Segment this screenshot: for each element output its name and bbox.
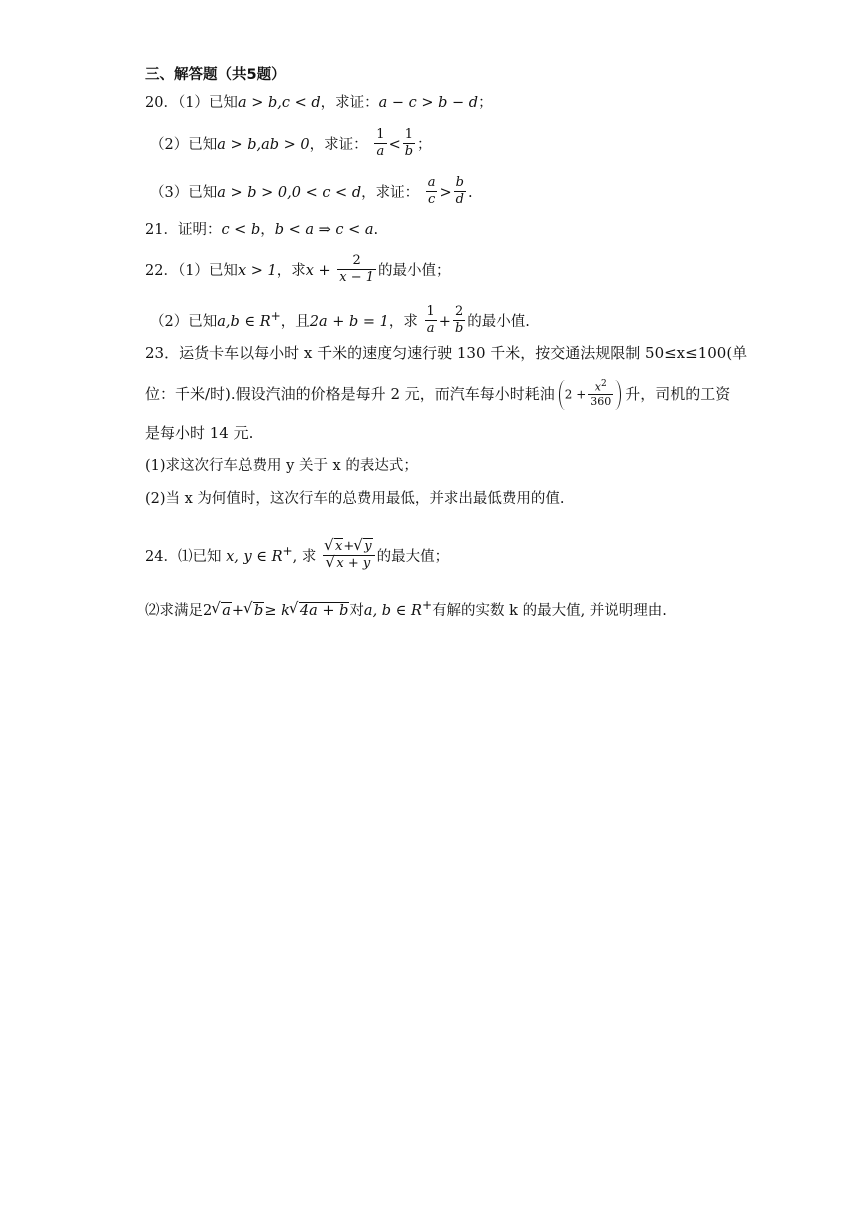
sqrt-y: [354, 539, 372, 555]
frac-num: 1: [374, 127, 386, 144]
q20-p3-lhs-frac: [426, 175, 438, 209]
q23-line2-pre: 位：千米/时).假设汽油的价格是每升 2 元，而汽车每小时耗油: [145, 385, 555, 404]
q24-p2-ge: ≥ k: [264, 602, 290, 619]
frac-num: [588, 379, 613, 395]
sqrt-body: b: [254, 602, 264, 619]
q24-p1-plus: +: [343, 539, 355, 554]
frac-den: x − 1: [339, 270, 375, 286]
q23-oil-const: 2 +: [564, 387, 587, 402]
q22-p1-frac: [337, 253, 376, 287]
q20-p2-op: <: [388, 136, 401, 153]
frac-num: b: [454, 175, 466, 192]
q24-p1-mid: , 求: [292, 548, 317, 565]
q22-p2-sup: +: [270, 308, 281, 323]
sqrt-body: 4a + b: [299, 602, 349, 619]
q21-b: b < a ⇒ c < a: [274, 222, 374, 238]
q20-part1: [145, 96, 493, 111]
sqrt-b: [244, 604, 264, 619]
q24-part2: [145, 599, 667, 618]
q23-line2-post: 升，司机的工资: [625, 385, 731, 404]
q24-p2-lead: ⑵求满足: [145, 602, 203, 619]
q24-p1-end: 的最大值；: [376, 548, 450, 565]
q22-p2-lead: （2）已知: [150, 313, 218, 330]
sqrt-body: a: [222, 602, 231, 619]
q20-p3-cond: a > b > 0,0 < c < d: [217, 184, 362, 201]
q24-p2-end: 有解的实数 k 的最大值, 并说明理由.: [432, 602, 667, 619]
sqrt-xy: [326, 556, 371, 572]
q22-p1-cond: x > 1: [237, 262, 277, 279]
q23-line2: [145, 380, 730, 410]
q24-p2-mid: 对: [349, 602, 364, 619]
q23-oil-frac: [588, 379, 613, 409]
q24-p1-lead: 24．⑴已知: [145, 548, 227, 565]
q22-p2-plus: +: [438, 313, 451, 330]
q20-p3-op: >: [439, 184, 452, 201]
q20-p2-lhs-frac: [374, 127, 386, 161]
sqrt-a: [212, 604, 232, 619]
q22-p1-mid: ，求: [276, 262, 306, 279]
frac-den: b: [454, 321, 464, 337]
q23-oil-expr: [559, 380, 622, 410]
frac-den: a: [376, 144, 385, 160]
q20-part2: [150, 128, 432, 162]
q24-p2-sup: +: [421, 598, 433, 612]
frac-num: 1: [403, 127, 415, 144]
q22-p1-expr-pre: x +: [305, 262, 331, 279]
q21-a: c < b: [221, 222, 261, 238]
q21: [145, 223, 378, 238]
q21-lead: 21．证明：: [145, 222, 222, 238]
q20-p3-end: .: [467, 184, 473, 201]
q24-p1-sup: +: [282, 543, 293, 558]
q24-part1: [145, 540, 449, 574]
q20-p1-claim: a − c > b − d: [378, 95, 479, 111]
q20-p2-lead: （2）已知: [150, 136, 218, 153]
q22-p2-end: 的最小值.: [467, 313, 530, 330]
q22-p2-frac2: [453, 304, 465, 338]
q22-p2-frac1: [425, 304, 437, 338]
frac-den: [323, 556, 375, 572]
sqrt-body: x + y: [336, 556, 371, 572]
q21-end: .: [373, 222, 379, 238]
q23-line3: 是每小时 14 元.: [145, 424, 254, 442]
q20-p3-rhs-frac: [454, 175, 466, 209]
q24-p1-frac: [323, 539, 375, 573]
q20-p2-mid: ，求证：: [309, 136, 368, 153]
q24-p2-plus: +: [231, 602, 245, 619]
q22-p1-lead: 22．（1）已知: [145, 262, 238, 279]
q20-p2-end: ；: [417, 136, 432, 153]
q20-p3-lead: （3）已知: [150, 184, 218, 201]
frac-den: b: [404, 144, 414, 160]
q20-p1-cond: a > b,c < d: [237, 95, 321, 111]
sqrt-body: x: [334, 539, 343, 554]
q24-p2-vars: a, b ∈ R: [363, 602, 422, 619]
q20-p2-rhs-frac: [403, 127, 415, 161]
sqrt-4ab: [290, 604, 350, 619]
q23-line1: 23．运货卡车以每小时 x 千米的速度匀速行驶 130 千米，按交通法规限制 50≤x≤100(单: [145, 344, 748, 362]
section-title: 三、解答题（共5题）: [145, 67, 286, 83]
frac-den: a: [426, 321, 435, 337]
q23-sub2: (2)当 x 为何值时，这次行车的总费用最低，并求出最低费用的值.: [145, 491, 565, 507]
frac-num: a: [426, 175, 438, 192]
frac-den: c: [427, 192, 436, 208]
q20-p1-end: ；: [478, 95, 493, 111]
q22-part1: [145, 254, 451, 288]
frac-num: 2: [337, 253, 376, 270]
q20-p1-mid: ，求证：: [320, 95, 379, 111]
q24-p2-coef: 2: [203, 602, 213, 619]
q20-p2-cond: a > b,ab > 0: [217, 136, 310, 153]
q22-p1-end: 的最小值；: [378, 262, 451, 279]
q22-p2-cond: a,b ∈ R: [217, 313, 271, 330]
q22-p2-eq: 2a + b = 1: [309, 313, 389, 330]
frac-num: 1: [425, 304, 437, 321]
sqrt-body: y: [364, 539, 372, 554]
q23-oil-num: x: [594, 380, 602, 394]
q20-part3: [150, 176, 473, 210]
q21-sep: ，: [260, 222, 275, 238]
q23-oil-sup: 2: [601, 379, 607, 389]
q23-sub1: (1)求这次行车总费用 y 关于 x 的表达式；: [145, 458, 418, 474]
q22-part2: [150, 305, 530, 339]
frac-num: 2: [453, 304, 465, 321]
q20-p3-mid: ，求证：: [361, 184, 420, 201]
q20-p1-lead: 20．（1）已知: [145, 95, 238, 111]
frac-den: d: [455, 192, 464, 208]
frac-den: 360: [590, 395, 612, 409]
q22-p2-mid: ，且: [280, 313, 310, 330]
q22-p2-mid2: ，求: [388, 313, 418, 330]
q24-p1-vars: x, y ∈ R: [226, 548, 283, 565]
